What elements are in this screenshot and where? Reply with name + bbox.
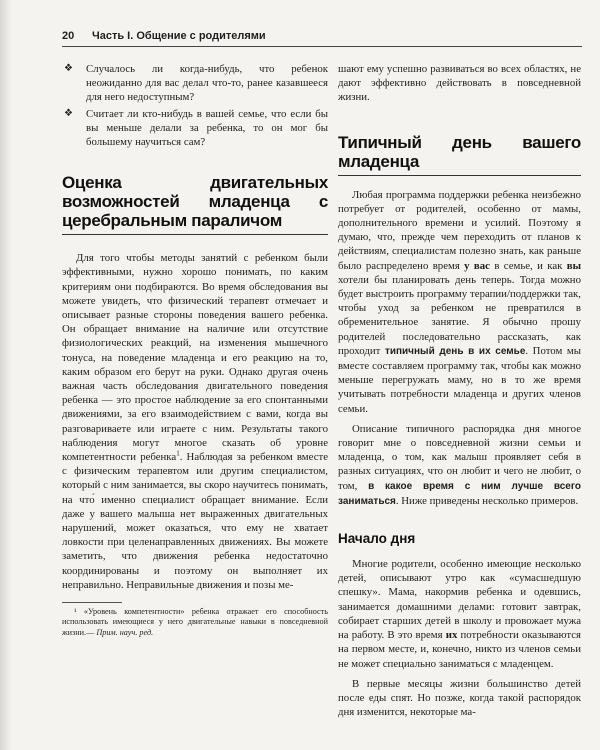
footnote: ¹ «Уровень компетентности» ребенка отражает его способность использовать имеющиеся у него двигательные навыки в повседневной жизни.— Прим. науч. ред. <box>62 607 328 637</box>
footnote-divider <box>62 602 122 603</box>
section-title-assessment: Оценка двигательных возможностей младенца с церебральным параличом <box>62 173 328 235</box>
paragraph-assessment: Для того чтобы методы занятий с ребенком были эффективными, нужно хорошо понимать, по каким критериям они подбираются. Во время обследования вы можете увидеть, что физический терапевт отмечает и описывает разные стороны поведения вашего ребенка. Он обращает внимание на наличие или отсутствие физиологических реакций, на изменения мышечного тонуса, на поведение младенца и его реакцию на то, каким образом его берут на руки. Однако другая очень важная часть обследования двигательного поведения ребенка — это простое наблюдение за его спонтанными движениями, за его взаимодействием с вами, когда вы разговариваете или играете с ним. Результаты такого наблюдения могут многое сказать об уровне компетентности ребенка$^1$. Наблюдая за ребенком вместе с физическим терапевтом или другим специалистом, который с ним занимается, вы скоро научитесь понимать, на что́ именно специалист обращает внимание. Если даже у вашего малыша нет выраженных двигательных нарушений, может оказаться, что ему не хватает ловкости при целенаправленных движениях. Вы можете заметить, что движения ребенка недостаточно координированы и поэтому он выполняет их неправильно. Неправильные движения и позы ме- <box>62 252 329 591</box>
running-title: Часть I. Общение с родителями <box>92 30 266 42</box>
question-item: ❖ Случалось ли когда-нибудь, что ребенок неожиданно для вас делал что-то, ранее казавшееся для него недоступным? <box>64 63 328 104</box>
section-title-typical-day: Типичный день вашего младенца <box>338 133 581 176</box>
footnote-editor-note: Прим. науч. ред. <box>96 627 154 637</box>
page-spine-shadow <box>0 0 12 750</box>
page-number: 20 <box>62 30 75 42</box>
paragraph-first-months: В первые месяцы жизни большинство детей после еды спят. Но позже, когда такой распорядок дня изменится, некоторые ма- <box>338 677 581 719</box>
question-list <box>62 62 328 149</box>
running-header <box>62 30 582 47</box>
continuation-text: шают ему успешно развиваться во всех областях, не дают эффективно действовать в повседневной жизни. <box>338 63 581 104</box>
subsection-title-morning: Начало дня <box>338 531 416 547</box>
paragraph-typical-day: Любая программа поддержки ребенка неизбежно потребует от родителей, особенно от мамы, дополнительного времени и усилий. Поэтому я думаю, что, прежде чем переходить от планов к действиям, специалистам полезно знать, как раньше было распределено время у вас в семье, и как вы хотели бы планировать день теперь. Тогда можно будет выстроить программу терапии/поддержки так, чтобы уход за ребенком не превратился в обременительное занятие. Я обычно прошу родителей последовательно рассказать, как проходит типичный день в их семье. Потом мы вместе составляем программу так, чтобы как можно меньше перегружать маму, но в то же время учитывать потребности младенца и других членов семьи. <box>338 188 582 415</box>
paragraph-morning: Многие родители, особенно имеющие несколько детей, описывают утро как «сумасшедшую спешку». Мама, накормив ребенка и одевшись, занимается домашними делами: готовит завтрак, собирает старших детей в школу и провожает мужа на работу. В это время их потребности оказываются на первом месте, и, конечно, никто из членов семьи не может специально заниматься с младенцем. <box>338 558 582 670</box>
right-column <box>338 62 581 719</box>
diamond-bullet-icon: ❖ <box>64 107 73 119</box>
paragraph-routine-description: Описание типичного распорядка дня многое говорит мне о повседневной жизни семьи и младенца, о том, как малыш проявляет себя в разных ситуациях, что он любит и чего не любит, о том, в какое время с ним лучше всего заниматься. Ниже приведены несколько примеров. <box>338 422 582 507</box>
left-column <box>62 62 328 638</box>
question-item: ❖ Считает ли кто-нибудь в вашей семье, что если бы вы меньше делали за ребенка, то он мог бы большему научиться сам? <box>64 107 328 149</box>
diamond-bullet-icon: ❖ <box>64 63 73 74</box>
footnote-ref: 1 <box>176 449 180 458</box>
